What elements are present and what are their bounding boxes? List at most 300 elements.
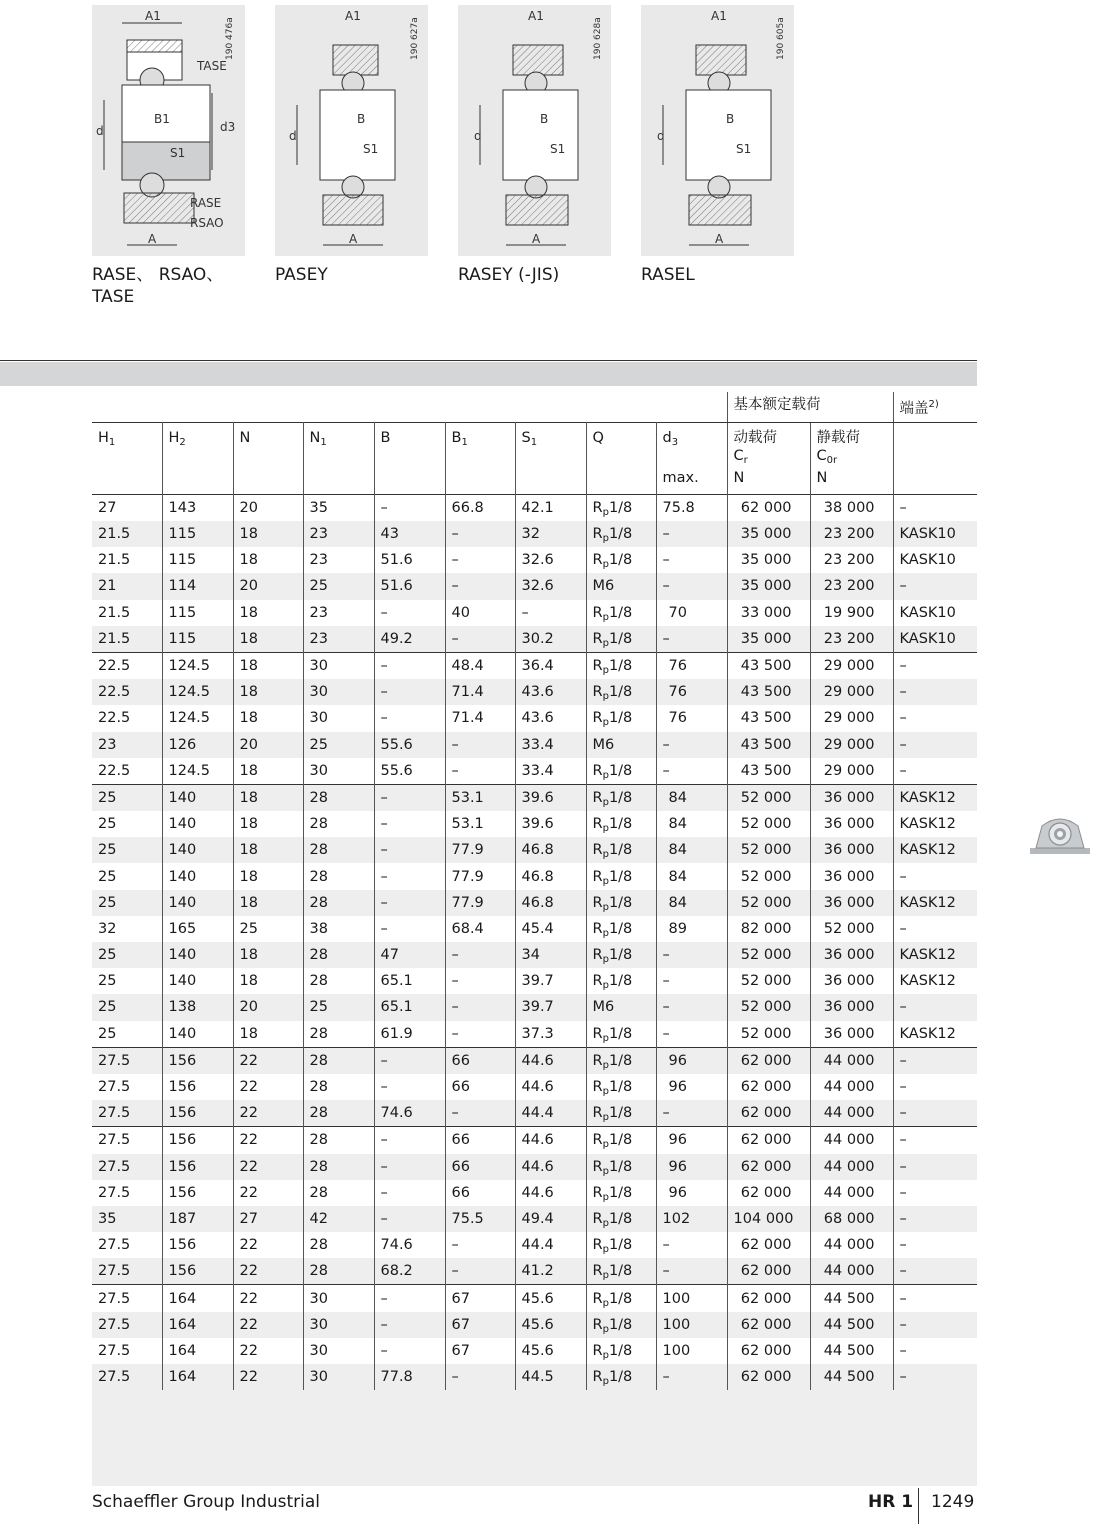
table-cell: – xyxy=(445,1258,515,1285)
label-a1: A1 xyxy=(145,9,161,23)
table-cell: 76 xyxy=(656,652,727,679)
table-cell: 22 xyxy=(233,1338,303,1364)
table-cell: 156 xyxy=(162,1232,233,1258)
table-cell: – xyxy=(893,994,977,1020)
table-cell: M6 xyxy=(586,994,656,1020)
table-cell: 25 xyxy=(98,816,117,833)
table-cell: 52 000 xyxy=(727,994,810,1020)
table-cell: 140 xyxy=(162,863,233,889)
table-cell: 62 000 xyxy=(727,1285,810,1312)
table-cell: 27.5 xyxy=(98,1342,131,1359)
table-cell: 23 200 xyxy=(810,547,893,573)
table-cell: 165 xyxy=(162,916,233,942)
table-cell: 39.6 xyxy=(515,811,586,837)
table-cell: 68 000 xyxy=(810,1206,893,1232)
table-cell: $R_p1/8$ xyxy=(586,890,656,916)
table-cell: – xyxy=(893,1206,977,1232)
table-cell: 19 900 xyxy=(810,600,893,626)
table-cell: KASK12 xyxy=(893,784,977,811)
table-cell: 25 xyxy=(92,994,162,1020)
table-cell: 39.7 xyxy=(515,994,586,1020)
table-cell: 65.1 xyxy=(374,968,445,994)
table-cell: 96 xyxy=(656,1074,727,1100)
table-cell: 74.6 xyxy=(374,1100,445,1127)
table-row xyxy=(92,573,977,599)
table-cell: – xyxy=(445,968,515,994)
table-cell: 114 xyxy=(162,573,233,599)
table-cell: 44.5 xyxy=(515,1364,586,1390)
table-cell: 100 xyxy=(656,1338,727,1364)
table-cell: – xyxy=(445,547,515,573)
table-cell: 126 xyxy=(162,732,233,758)
table-cell: 44 000 xyxy=(810,1180,893,1206)
table-cell: 22.5 xyxy=(92,679,162,705)
table-row xyxy=(92,916,977,942)
label-d3: d3 xyxy=(220,120,236,134)
table-cell: KASK12 xyxy=(893,968,977,994)
table-cell: 156 xyxy=(162,1047,233,1074)
table-cell: 36 000 xyxy=(810,890,893,916)
header-s1: $S_1$ xyxy=(515,422,586,494)
table-cell: 27.5 xyxy=(92,1100,162,1127)
table-cell: – xyxy=(893,732,977,758)
table-cell: $R_p1/8$ xyxy=(586,837,656,863)
table-cell: – xyxy=(445,732,515,758)
label-a: A xyxy=(715,232,724,246)
footer-publisher: Schaeffler Group Industrial xyxy=(92,1492,320,1512)
table-cell: 44 000 xyxy=(810,1258,893,1285)
table-cell: – xyxy=(893,916,977,942)
table-cell: 22 xyxy=(233,1047,303,1074)
drawing-rase xyxy=(92,5,245,256)
table-cell: 43 500 xyxy=(727,652,810,679)
table-cell: 66 xyxy=(445,1074,515,1100)
table-cell: 82 000 xyxy=(727,916,810,942)
header-h1: $H_1$ xyxy=(92,422,162,494)
table-cell: 52 000 xyxy=(810,916,893,942)
table-row xyxy=(92,1180,977,1206)
table-cell: 20 xyxy=(233,732,303,758)
table-cell: 30.2 xyxy=(515,626,586,653)
table-cell: 18 xyxy=(233,679,303,705)
table-cell: 44 000 xyxy=(810,1074,893,1100)
table-cell: 140 xyxy=(162,1021,233,1048)
table-cell: 62 000 xyxy=(727,1338,810,1364)
drawing-number: 190 605a xyxy=(776,17,786,60)
table-cell: 104 000 xyxy=(727,1206,810,1232)
table-cell: 30 xyxy=(303,652,374,679)
table-cell: 33 000 xyxy=(727,600,810,626)
table-cell: 25 xyxy=(303,994,374,1020)
table-cell: 30 xyxy=(303,705,374,731)
table-cell: 23 xyxy=(92,732,162,758)
table-cell: 70 xyxy=(656,600,727,626)
table-cell: 28 xyxy=(303,837,374,863)
table-cell: 43 500 xyxy=(727,705,810,731)
label-a: A xyxy=(349,232,358,246)
table-cell: – xyxy=(893,1285,977,1312)
table-cell: 44.4 xyxy=(515,1100,586,1127)
table-cell: 22 xyxy=(233,1154,303,1180)
table-cell: $R_p1/8$ xyxy=(586,1258,656,1285)
label-s1: S1 xyxy=(736,142,752,156)
table-cell: 35 xyxy=(92,1206,162,1232)
header-end-cap: 端盖$^{2)}$ xyxy=(893,392,977,422)
table-cell: 32.6 xyxy=(515,573,586,599)
table-cell: 20 xyxy=(233,573,303,599)
table-cell: KASK10 xyxy=(893,521,977,547)
table-cell: 45.6 xyxy=(515,1338,586,1364)
table-row xyxy=(92,811,977,837)
drawing-number: 190 476a xyxy=(225,17,235,60)
table-cell: 62 000 xyxy=(727,1232,810,1258)
table-cell: 115 xyxy=(162,600,233,626)
table-cell: KASK12 xyxy=(893,837,977,863)
table-cell: 27.5 xyxy=(92,1047,162,1074)
table-cell: 84 xyxy=(656,863,727,889)
table-cell: 71.4 xyxy=(445,679,515,705)
table-cell: 29 000 xyxy=(810,758,893,785)
figure-caption-rasel: RASEL xyxy=(641,265,695,285)
table-cell: $R_p1/8$ xyxy=(586,1127,656,1154)
table-row xyxy=(92,1338,977,1364)
table-cell: – xyxy=(374,916,445,942)
table-cell: 76 xyxy=(656,679,727,705)
table-row xyxy=(92,1100,977,1127)
table-cell: 36 000 xyxy=(810,994,893,1020)
table-cell: M6 xyxy=(586,573,656,599)
dimension-table xyxy=(92,392,977,1486)
table-cell: 75.8 xyxy=(656,494,727,521)
label-b1: B1 xyxy=(154,112,170,126)
table-cell: 28 xyxy=(303,1100,374,1127)
table-cell: $R_p1/8$ xyxy=(586,1338,656,1364)
table-cell: 18 xyxy=(233,1021,303,1048)
table-cell: 33.4 xyxy=(515,758,586,785)
table-cell: 28 xyxy=(303,942,374,968)
table-cell: 29 000 xyxy=(810,652,893,679)
table-cell: $R_p1/8$ xyxy=(586,600,656,626)
footer-divider xyxy=(918,1488,919,1524)
table-cell: 187 xyxy=(162,1206,233,1232)
table-cell: 66 xyxy=(445,1047,515,1074)
table-cell: – xyxy=(893,1312,977,1338)
table-cell: 28 xyxy=(303,1180,374,1206)
table-cell: $R_p1/8$ xyxy=(586,1154,656,1180)
table-cell: 18 xyxy=(233,758,303,785)
table-cell: 48.4 xyxy=(445,652,515,679)
table-cell: 84 xyxy=(656,811,727,837)
table-cell: 66 xyxy=(445,1154,515,1180)
table-cell: 22.5 xyxy=(92,652,162,679)
table-cell: 51.6 xyxy=(374,547,445,573)
table-cell: 51.6 xyxy=(374,573,445,599)
table-cell: KASK12 xyxy=(893,942,977,968)
table-cell: – xyxy=(515,600,586,626)
table-cell: 29 000 xyxy=(810,705,893,731)
table-cell: 32 xyxy=(98,920,117,937)
table-header-band xyxy=(0,362,977,386)
table-cell: 28 xyxy=(303,1258,374,1285)
table-row xyxy=(92,1021,977,1048)
table-cell: – xyxy=(893,573,977,599)
table-cell: 140 xyxy=(162,890,233,916)
figure-pasey xyxy=(275,5,428,256)
table-cell: 44 000 xyxy=(810,1100,893,1127)
table-cell: 67 xyxy=(445,1338,515,1364)
table-cell: 68.4 xyxy=(445,916,515,942)
table-cell: 21 xyxy=(92,573,162,599)
table-cell: 21.5 xyxy=(98,552,131,569)
table-cell: 44.6 xyxy=(515,1154,586,1180)
table-cell: 20 xyxy=(233,994,303,1020)
table-cell: 96 xyxy=(656,1047,727,1074)
table-cell: 21.5 xyxy=(92,626,162,653)
header-b1: $B_1$ xyxy=(445,422,515,494)
table-cell: 44.6 xyxy=(515,1127,586,1154)
table-cell: 22 xyxy=(233,1364,303,1390)
table-cell: 124.5 xyxy=(162,705,233,731)
figure-caption-rase: RASE、 RSAO、 TASE xyxy=(92,265,224,307)
table-cell: 18 xyxy=(233,784,303,811)
table-cell: 49.4 xyxy=(515,1206,586,1232)
table-cell: 164 xyxy=(162,1338,233,1364)
table-cell: – xyxy=(656,1100,727,1127)
table-cell: – xyxy=(445,758,515,785)
table-cell: 28 xyxy=(303,863,374,889)
table-cell: $R_p1/8$ xyxy=(586,1232,656,1258)
table-cell: 30 xyxy=(303,1338,374,1364)
table-cell: $R_p1/8$ xyxy=(586,1206,656,1232)
table-cell: 62 000 xyxy=(727,1047,810,1074)
table-cell: 32.6 xyxy=(515,547,586,573)
table-cell: $R_p1/8$ xyxy=(586,521,656,547)
table-cell: 44 500 xyxy=(810,1312,893,1338)
table-cell: 18 xyxy=(233,705,303,731)
table-cell: 74.6 xyxy=(374,1232,445,1258)
table-cell: 25 xyxy=(92,890,162,916)
table-cell: 36 000 xyxy=(810,1021,893,1048)
table-cell: 35 000 xyxy=(727,521,810,547)
table-row xyxy=(92,679,977,705)
table-cell: 36.4 xyxy=(515,652,586,679)
table-cell: 22 xyxy=(233,1312,303,1338)
table-cell: 18 xyxy=(233,521,303,547)
table-cell: 115 xyxy=(162,547,233,573)
table-cell: 28 xyxy=(303,1074,374,1100)
table-cell: – xyxy=(374,1127,445,1154)
table-cell: – xyxy=(893,679,977,705)
table-cell: 45.6 xyxy=(515,1285,586,1312)
label-d: d xyxy=(96,124,104,138)
header-q: Q xyxy=(586,422,656,494)
table-cell: 23 xyxy=(303,547,374,573)
table-cell: 39.6 xyxy=(515,784,586,811)
table-cell: 52 000 xyxy=(727,942,810,968)
table-cell: 18 xyxy=(233,547,303,573)
label-b: B xyxy=(540,112,549,126)
table-cell: $R_p1/8$ xyxy=(586,1047,656,1074)
table-cell: 36 000 xyxy=(810,784,893,811)
table-cell: 89 xyxy=(656,916,727,942)
table-cell: 62 000 xyxy=(727,1258,810,1285)
table-cell: 43 500 xyxy=(727,679,810,705)
table-cell: 96 xyxy=(656,1180,727,1206)
table-cell: 32 xyxy=(515,521,586,547)
table-top-rule xyxy=(0,360,977,361)
header-dynamic-load: 动载荷 $C_r$ N xyxy=(727,422,810,494)
table-cell: 25 xyxy=(303,573,374,599)
table-cell: KASK12 xyxy=(893,811,977,837)
table-cell: $R_p1/8$ xyxy=(586,811,656,837)
table-cell: 36 000 xyxy=(810,837,893,863)
table-cell: – xyxy=(893,1180,977,1206)
figure-rase-rsao-tase xyxy=(92,5,245,256)
table-cell: 27.5 xyxy=(92,1258,162,1285)
table-cell: 25 xyxy=(98,973,117,990)
table-cell: 46.8 xyxy=(515,863,586,889)
table-cell: – xyxy=(445,626,515,653)
table-cell: 22 xyxy=(233,1180,303,1206)
table-row xyxy=(92,758,977,785)
table-cell: 55.6 xyxy=(374,758,445,785)
figure-rasel xyxy=(641,5,794,256)
table-cell: 156 xyxy=(162,1127,233,1154)
table-row xyxy=(92,890,977,916)
table-cell: 18 xyxy=(233,890,303,916)
table-cell: 45.4 xyxy=(515,916,586,942)
table-cell: 44.6 xyxy=(515,1074,586,1100)
table-cell: – xyxy=(374,1074,445,1100)
table-cell: 25 xyxy=(303,732,374,758)
label-s1: S1 xyxy=(550,142,566,156)
table-cell: 62 000 xyxy=(727,1100,810,1127)
table-cell: – xyxy=(893,494,977,521)
table-cell: – xyxy=(656,1232,727,1258)
label-s1: S1 xyxy=(363,142,379,156)
table-cell: 25 xyxy=(92,784,162,811)
table-cell: 47 xyxy=(374,942,445,968)
table-cell: 67 xyxy=(445,1312,515,1338)
table-cell: 23 200 xyxy=(810,573,893,599)
table-cell: 143 xyxy=(162,494,233,521)
table-cell: 52 000 xyxy=(727,811,810,837)
table-cell: 156 xyxy=(162,1074,233,1100)
table-cell: 23 xyxy=(303,626,374,653)
table-cell: 44.4 xyxy=(515,1232,586,1258)
table-cell: 62 000 xyxy=(727,1312,810,1338)
table-cell: $R_p1/8$ xyxy=(586,1074,656,1100)
table-cell: 43.6 xyxy=(515,679,586,705)
table-row xyxy=(92,1285,977,1312)
table-row xyxy=(92,784,977,811)
figure-caption-pasey: PASEY xyxy=(275,265,328,285)
table-cell: 62 000 xyxy=(727,1127,810,1154)
table-cell: 30 xyxy=(303,1312,374,1338)
table-cell: $R_p1/8$ xyxy=(586,547,656,573)
label-b: B xyxy=(726,112,735,126)
header-d3: $d_3$ max. xyxy=(656,422,727,494)
table-cell: 23 200 xyxy=(810,521,893,547)
table-cell: – xyxy=(374,1154,445,1180)
table-cell: – xyxy=(656,1021,727,1048)
table-cell: 27.5 xyxy=(98,1184,131,1201)
table-cell: KASK10 xyxy=(893,547,977,573)
table-row xyxy=(92,1364,977,1390)
table-cell: 35 xyxy=(303,494,374,521)
table-row xyxy=(92,1047,977,1074)
table-cell: 46.8 xyxy=(515,837,586,863)
table-cell: – xyxy=(374,1180,445,1206)
table-cell: 22.5 xyxy=(98,762,131,779)
table-cell: – xyxy=(656,994,727,1020)
table-cell: – xyxy=(445,994,515,1020)
table-cell: – xyxy=(374,705,445,731)
table-cell: 45.6 xyxy=(515,1312,586,1338)
table-row xyxy=(92,994,977,1020)
page-number: 1249 xyxy=(931,1492,975,1512)
table-cell: – xyxy=(656,758,727,785)
table-cell: 27 xyxy=(92,494,162,521)
table-cell: 44 000 xyxy=(810,1047,893,1074)
table-body xyxy=(92,494,977,1390)
table-cell: – xyxy=(893,1258,977,1285)
table-cell: 22 xyxy=(233,1127,303,1154)
table-cell: 55.6 xyxy=(374,732,445,758)
table-cell: – xyxy=(893,1364,977,1390)
table-cell: 44 500 xyxy=(810,1338,893,1364)
table-cell: 84 xyxy=(656,784,727,811)
table-cell: 124.5 xyxy=(162,652,233,679)
table-cell: 41.2 xyxy=(515,1258,586,1285)
table-cell: 18 xyxy=(233,811,303,837)
table-cell: 28 xyxy=(303,811,374,837)
table-cell: 21.5 xyxy=(98,604,131,621)
table-cell: 23 200 xyxy=(810,626,893,653)
table-cell: 77.9 xyxy=(445,890,515,916)
table-cell: 35 000 xyxy=(727,626,810,653)
table-cell: $R_p1/8$ xyxy=(586,1100,656,1127)
table-cell: 164 xyxy=(162,1285,233,1312)
header-n1: $N_1$ xyxy=(303,422,374,494)
table-cell: 52 000 xyxy=(727,863,810,889)
table-cell: – xyxy=(374,1312,445,1338)
table-cell: 61.9 xyxy=(374,1021,445,1048)
table-row xyxy=(92,1154,977,1180)
table-cell: – xyxy=(893,1100,977,1127)
table-cell: – xyxy=(656,968,727,994)
table-cell: 18 xyxy=(233,626,303,653)
table-cell: – xyxy=(374,494,445,521)
table-cell: 44 000 xyxy=(810,1154,893,1180)
table-cell: 49.2 xyxy=(374,626,445,653)
table-cell: 124.5 xyxy=(162,679,233,705)
table-cell: KASK12 xyxy=(893,1021,977,1048)
table-row xyxy=(92,494,977,521)
table-cell: – xyxy=(374,811,445,837)
table-cell: – xyxy=(374,837,445,863)
header-h2: $H_2$ xyxy=(162,422,233,494)
table-cell: 22 xyxy=(233,1285,303,1312)
label-a1: A1 xyxy=(711,9,727,23)
table-cell: – xyxy=(374,890,445,916)
table-cell: 36 000 xyxy=(810,863,893,889)
table-cell: 66.8 xyxy=(445,494,515,521)
table-cell: 53.1 xyxy=(445,784,515,811)
label-b: B xyxy=(357,112,366,126)
footer-catalog: HR 1 xyxy=(868,1492,914,1512)
table-cell: 28 xyxy=(303,1127,374,1154)
